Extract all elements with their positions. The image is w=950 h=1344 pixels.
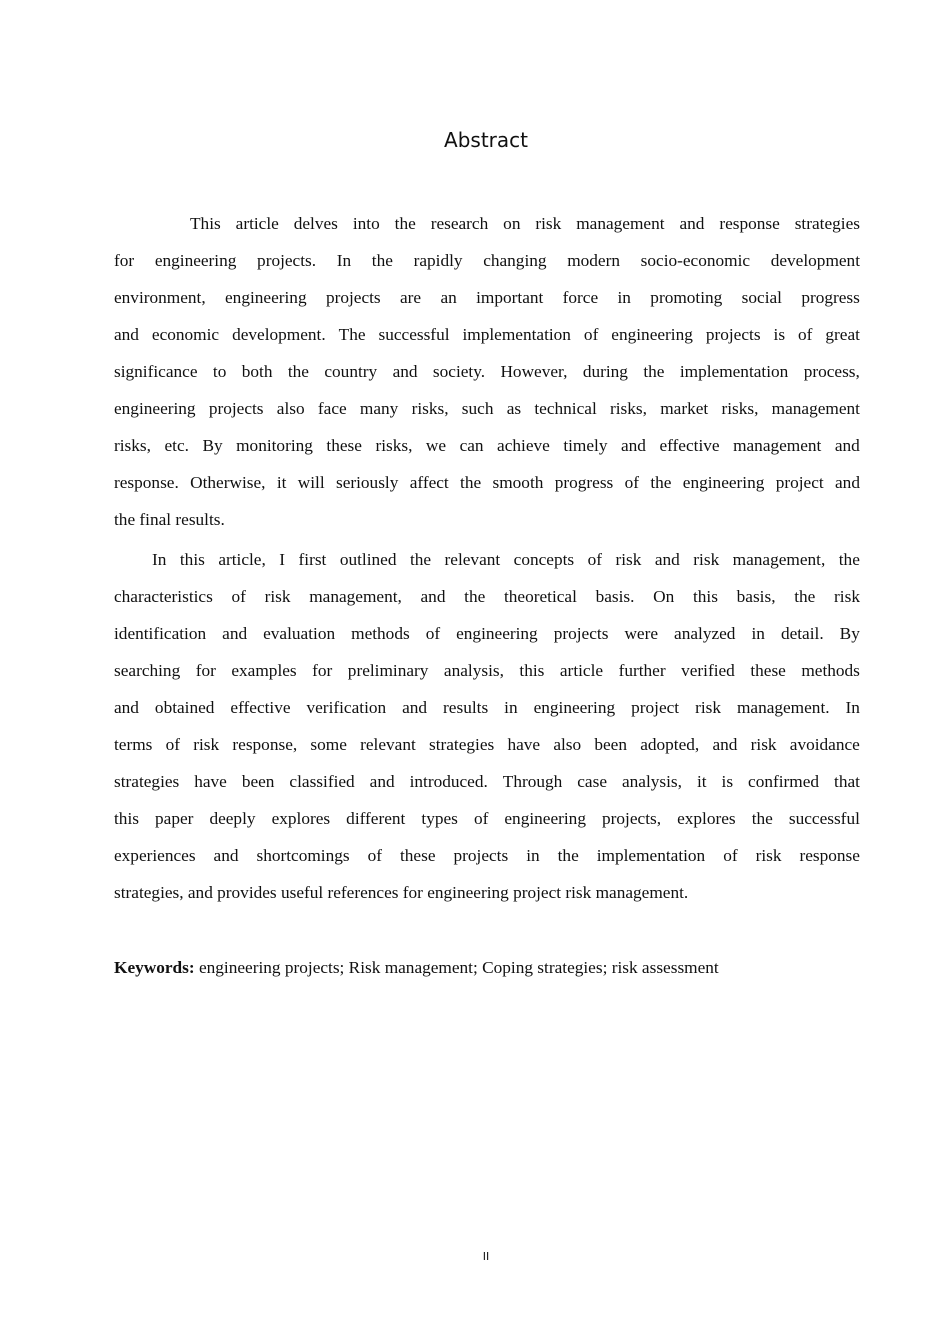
word: response.: [114, 473, 179, 492]
word: projects: [325, 288, 381, 307]
word: references: [327, 883, 399, 902]
word: and: [420, 587, 446, 606]
abstract-paragraph-2: [114, 541, 860, 911]
word: analysis,: [443, 661, 504, 680]
word: and: [835, 473, 860, 492]
paragraph-line: [114, 279, 860, 316]
word: these: [750, 661, 786, 680]
word: this: [692, 587, 718, 606]
word: important: [476, 288, 544, 307]
word: as: [506, 399, 522, 418]
word: preliminary: [347, 661, 429, 680]
word: timely: [563, 436, 608, 455]
word: risk: [750, 735, 777, 754]
word: promoting: [650, 288, 723, 307]
word: In: [845, 698, 860, 717]
word: delves: [293, 214, 338, 233]
word: provides: [217, 883, 277, 902]
word: of: [165, 735, 181, 754]
word: great: [825, 325, 860, 344]
word: relevant: [444, 550, 501, 569]
word: many: [359, 399, 399, 418]
word: engineering: [114, 399, 196, 418]
word: and: [213, 846, 239, 865]
word: Through: [502, 772, 563, 791]
paragraph-line: [114, 874, 860, 911]
paragraph-line: [114, 763, 860, 800]
word: and: [712, 735, 738, 754]
word: the: [838, 550, 860, 569]
word: affect: [409, 473, 449, 492]
paragraph-line: [114, 615, 860, 652]
word: response,: [232, 735, 298, 754]
word: strategies: [114, 772, 180, 791]
paragraph-line: [114, 316, 860, 353]
word: project: [631, 698, 680, 717]
word: been: [594, 735, 627, 754]
paragraph-line: [114, 353, 860, 390]
word: and: [369, 772, 395, 791]
word: engineering: [456, 624, 538, 643]
word: response: [799, 846, 860, 865]
word: methods: [801, 661, 860, 680]
word: is: [721, 772, 734, 791]
word: and: [114, 325, 139, 344]
word: risks,: [610, 399, 647, 418]
word: were: [624, 624, 659, 643]
word: development.: [232, 325, 326, 344]
paragraph-line: [114, 541, 860, 578]
word: management.: [595, 883, 689, 902]
word: article: [559, 661, 604, 680]
word: management,: [309, 587, 402, 606]
word: the: [371, 251, 393, 270]
word: management: [733, 436, 822, 455]
word: project: [513, 883, 562, 902]
word: of: [425, 624, 441, 643]
word: of: [624, 473, 640, 492]
word: for: [114, 251, 135, 270]
word: in: [751, 624, 765, 643]
word: experiences: [114, 846, 196, 865]
word: have: [194, 772, 227, 791]
word: face: [317, 399, 347, 418]
word: effective: [230, 698, 291, 717]
word: the: [643, 362, 665, 381]
word: to: [212, 362, 227, 381]
word: projects: [208, 399, 264, 418]
word: the: [409, 550, 432, 569]
word: strategies: [428, 735, 495, 754]
word: management.: [736, 698, 830, 717]
word: examples: [231, 661, 297, 680]
word: and: [187, 883, 213, 902]
word: the: [464, 587, 486, 606]
word: This: [190, 214, 221, 233]
word: and: [834, 436, 860, 455]
word: of: [231, 587, 246, 606]
word: also: [553, 735, 582, 754]
word: successful: [788, 809, 860, 828]
word: By: [839, 624, 860, 643]
word: social: [741, 288, 782, 307]
word: society.: [432, 362, 486, 381]
word: and: [114, 698, 139, 717]
word: on: [503, 214, 521, 233]
word: risks,: [721, 399, 759, 418]
word: have: [507, 735, 541, 754]
word: process,: [803, 362, 860, 381]
word: results.: [175, 510, 225, 529]
word: basis,: [736, 587, 776, 606]
word: are: [400, 288, 422, 307]
word: risk: [755, 846, 782, 865]
word: can: [459, 436, 484, 455]
word: explores: [677, 809, 736, 828]
word: modern: [567, 251, 620, 270]
word: market: [660, 399, 709, 418]
word: been: [241, 772, 275, 791]
word: projects: [453, 846, 509, 865]
word: deeply: [209, 809, 256, 828]
word: terms: [114, 735, 153, 754]
word: also: [276, 399, 305, 418]
word: it: [696, 772, 707, 791]
word: outlined: [339, 550, 397, 569]
word: shortcomings: [256, 846, 350, 865]
word: for: [195, 661, 216, 680]
word: will: [297, 473, 325, 492]
word: engineering: [682, 473, 765, 492]
paragraph-line: [114, 689, 860, 726]
word: In: [336, 251, 352, 270]
word: this: [519, 661, 545, 680]
word: the: [650, 473, 672, 492]
word: achieve: [497, 436, 550, 455]
word: risk: [193, 735, 220, 754]
page-number: II: [482, 1250, 490, 1263]
word: the: [557, 846, 579, 865]
word: analyzed: [674, 624, 736, 643]
word: projects,: [602, 809, 662, 828]
word: rapidly: [413, 251, 463, 270]
word: confirmed: [748, 772, 820, 791]
word: and: [402, 698, 428, 717]
word: first: [298, 550, 327, 569]
word: risk: [535, 214, 562, 233]
word: this: [114, 809, 139, 828]
word: implementation: [596, 846, 706, 865]
word: On: [653, 587, 675, 606]
word: management: [771, 399, 860, 418]
word: verified: [681, 661, 735, 680]
word: changing: [483, 251, 547, 270]
word: strategies,: [114, 883, 184, 902]
word: implementation: [679, 362, 789, 381]
word: characteristics: [114, 587, 213, 606]
word: of: [798, 325, 813, 344]
word: projects: [553, 624, 609, 643]
word: and: [222, 624, 248, 643]
word: engineering: [154, 251, 237, 270]
word: and: [679, 214, 705, 233]
word: risk: [834, 587, 860, 606]
paragraph-line: [114, 652, 860, 689]
word: analysis,: [621, 772, 682, 791]
word: In: [152, 550, 167, 569]
word: further: [618, 661, 666, 680]
paragraph-line: [114, 427, 860, 464]
abstract-title: Abstract: [444, 128, 528, 152]
word: of: [583, 325, 599, 344]
word: avoidance: [789, 735, 860, 754]
word: research: [430, 214, 489, 233]
word: technical: [534, 399, 597, 418]
word: the: [394, 214, 416, 233]
word: introduced.: [409, 772, 488, 791]
word: article,: [218, 550, 266, 569]
word: these: [326, 436, 362, 455]
word: seriously: [335, 473, 399, 492]
word: engineering: [427, 883, 509, 902]
word: engineering: [533, 698, 616, 717]
word: However,: [500, 362, 568, 381]
paragraph-line: [114, 837, 860, 874]
word: management,: [732, 550, 826, 569]
word: The: [338, 325, 366, 344]
word: and: [654, 550, 680, 569]
word: for: [312, 661, 333, 680]
word: is: [773, 325, 786, 344]
word: project: [775, 473, 824, 492]
word: explores: [271, 809, 331, 828]
word: and: [392, 362, 418, 381]
word: the: [751, 809, 773, 828]
paragraph-line: [114, 205, 860, 242]
word: verification: [306, 698, 387, 717]
paragraph-line: [114, 464, 860, 501]
word: development: [770, 251, 860, 270]
word: evaluation: [263, 624, 336, 643]
word: risk: [693, 550, 720, 569]
word: risk: [264, 587, 291, 606]
word: economic: [151, 325, 220, 344]
word: I: [279, 550, 286, 569]
word: engineering: [225, 288, 307, 307]
word: it: [276, 473, 287, 492]
word: some: [310, 735, 347, 754]
word: during: [582, 362, 628, 381]
paragraph-line: [114, 726, 860, 763]
word: the: [114, 510, 136, 529]
word: projects: [705, 325, 761, 344]
keywords-value: engineering projects; Risk management; Coping strategies; risk assessment: [194, 958, 719, 977]
word: useful: [280, 883, 324, 902]
word: identification: [114, 624, 207, 643]
keywords-line: [114, 954, 719, 982]
paragraph-line: [114, 390, 860, 427]
word: risks,: [411, 399, 449, 418]
word: an: [440, 288, 457, 307]
word: detail.: [780, 624, 824, 643]
word: article: [235, 214, 279, 233]
word: both: [241, 362, 273, 381]
abstract-paragraph-1: [114, 205, 860, 538]
word: obtained: [154, 698, 215, 717]
word: we: [425, 436, 447, 455]
word: socio-economic: [640, 251, 751, 270]
word: theoretical: [503, 587, 577, 606]
paragraph-line: [114, 578, 860, 615]
word: classified: [289, 772, 355, 791]
word: paper: [155, 809, 194, 828]
word: in: [504, 698, 518, 717]
word: engineering: [611, 325, 693, 344]
word: risk: [615, 550, 642, 569]
keywords-label: Keywords:: [114, 958, 195, 977]
word: and: [620, 436, 646, 455]
word: relevant: [360, 735, 416, 754]
word: concepts: [513, 550, 575, 569]
word: environment,: [114, 288, 206, 307]
paragraph-line: [114, 242, 860, 279]
word: response: [719, 214, 780, 233]
word: types: [421, 809, 458, 828]
word: final: [139, 510, 172, 529]
word: significance: [114, 362, 198, 381]
paragraph-line: [114, 800, 860, 837]
word: projects.: [257, 251, 317, 270]
word: the: [287, 362, 309, 381]
word: etc.: [164, 436, 189, 455]
word: By: [202, 436, 223, 455]
word: such: [461, 399, 494, 418]
word: in: [617, 288, 631, 307]
word: management: [576, 214, 665, 233]
word: the: [460, 473, 482, 492]
word: monitoring: [236, 436, 313, 455]
word: risk: [695, 698, 721, 717]
word: progress: [554, 473, 614, 492]
word: engineering: [504, 809, 586, 828]
word: in: [526, 846, 540, 865]
word: force: [562, 288, 599, 307]
word: progress: [801, 288, 860, 307]
word: for: [402, 883, 423, 902]
word: of: [367, 846, 382, 865]
word: Otherwise,: [190, 473, 266, 492]
word: smooth: [492, 473, 544, 492]
word: of: [587, 550, 602, 569]
word: of: [473, 809, 489, 828]
word: that: [834, 772, 860, 791]
word: searching: [114, 661, 181, 680]
word: strategies: [794, 214, 860, 233]
word: these: [399, 846, 436, 865]
word: adopted,: [640, 735, 700, 754]
word: basis.: [595, 587, 635, 606]
word: different: [346, 809, 406, 828]
word: risks,: [375, 436, 413, 455]
word: risk: [565, 883, 592, 902]
word: successful: [378, 325, 450, 344]
word: effective: [659, 436, 720, 455]
word: risks,: [114, 436, 151, 455]
word: case: [577, 772, 608, 791]
word: this: [179, 550, 205, 569]
word: methods: [351, 624, 410, 643]
word: the: [794, 587, 816, 606]
word: implementation: [462, 325, 571, 344]
paragraph-line: [114, 501, 860, 538]
word: into: [352, 214, 380, 233]
word: results: [443, 698, 489, 717]
word: country: [324, 362, 378, 381]
word: of: [723, 846, 738, 865]
